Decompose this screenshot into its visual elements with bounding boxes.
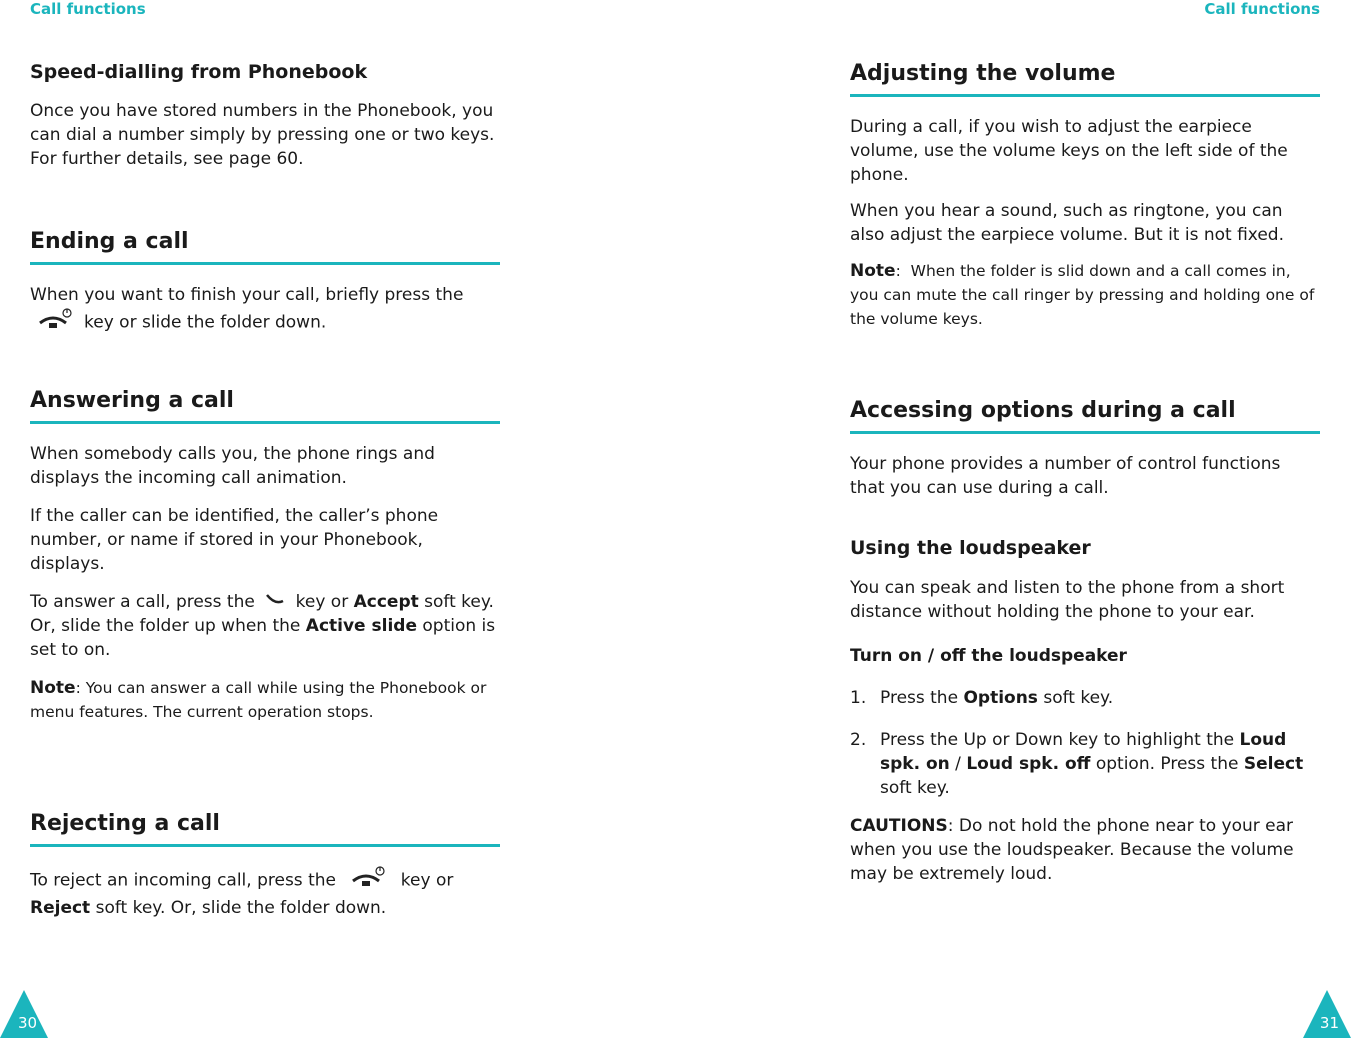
caution-label: CAUTIONS xyxy=(850,816,948,836)
volume-para2: When you hear a sound, such as ringtone, you can also adjust the earpiece volume. But it is not fixed. xyxy=(850,201,1284,245)
loud-spk-on-label: Loud spk. on xyxy=(880,730,1287,774)
loudspeaker-subheading: Turn on / off the loudspeaker xyxy=(850,646,1127,666)
answering-note: Note: You can answer a call while using the Phonebook or menu features. The current operation stops. xyxy=(30,678,487,721)
step-text xyxy=(880,728,1320,800)
step-text-a: Press the Up or Down key to highlight the xyxy=(880,730,1235,750)
reject-label: Reject xyxy=(30,898,91,918)
left-page xyxy=(0,0,675,1038)
step-text-b: option. Press the xyxy=(1095,754,1239,774)
page-number-badge xyxy=(1303,990,1351,1038)
speed-dial-body: Once you have stored numbers in the Phonebook, you can dial a number simply by pressing one or two keys. For further details, see page 60. xyxy=(30,101,495,169)
volume-section xyxy=(850,60,1320,331)
accept-label: Accept xyxy=(353,592,419,612)
end-call-key-icon xyxy=(349,865,387,896)
page-number: 30 xyxy=(18,1014,38,1032)
caution-text: : Do not hold the phone near to your ear when you use the loudspeaker. Because the volume may be extremely loud. xyxy=(850,816,1294,884)
note-text: When the folder is slid down and a call comes in, you can mute the call ringer by pressing and holding one of the volume keys. xyxy=(850,262,1315,328)
caution xyxy=(850,814,1320,886)
end-call-key-icon xyxy=(36,307,74,338)
answering-text: key or xyxy=(295,592,349,612)
step-text-b: soft key. xyxy=(1043,688,1114,708)
answering-text: option is set to on. xyxy=(30,616,496,660)
volume-heading: Adjusting the volume xyxy=(850,60,1320,97)
options-para: Your phone provides a number of control functions that you can use during a call. xyxy=(850,454,1281,498)
ending-heading: Ending a call xyxy=(30,228,500,265)
loudspeaker-para: You can speak and listen to the phone from a short distance without holding the phone to your ear. xyxy=(850,578,1285,622)
ending-section xyxy=(30,228,500,338)
rejecting-text: To reject an incoming call, press the xyxy=(30,870,336,891)
rejecting-heading: Rejecting a call xyxy=(30,810,500,847)
active-slide-label: Active slide xyxy=(305,616,417,636)
rejecting-text: soft key. Or, slide the folder down. xyxy=(95,898,387,918)
note-text: You can answer a call while using the Phonebook or menu features. The current operation stops. xyxy=(30,679,487,721)
loudspeaker-section xyxy=(850,536,1320,886)
right-page xyxy=(676,0,1351,1038)
answering-text: soft key. Or, slide the folder up when the xyxy=(30,592,494,636)
page-number: 31 xyxy=(1319,1014,1339,1032)
running-head: Call functions xyxy=(30,0,146,18)
page-number-badge xyxy=(0,990,48,1038)
loudspeaker-heading: Using the loudspeaker xyxy=(850,537,1091,559)
answering-para1: When somebody calls you, the phone rings and displays the incoming call animation. xyxy=(30,444,435,488)
options-label: Options xyxy=(963,688,1038,708)
speed-dial-heading: Speed-dialling from Phonebook xyxy=(30,61,368,83)
volume-note: Note: When the folder is slid down and a call comes in, you can mute the call ringer by pressing and holding one of the volume keys. xyxy=(850,261,1315,328)
step-number: 2. xyxy=(850,730,867,750)
step-text xyxy=(880,686,1113,710)
select-label: Select xyxy=(1243,754,1304,774)
step-number: 1. xyxy=(850,688,867,708)
volume-para1: During a call, if you wish to adjust the earpiece volume, use the volume keys on the left side of the phone. xyxy=(850,117,1288,185)
ending-text-1: When you want to finish your call, briefly press the xyxy=(30,285,464,305)
answering-para2: If the caller can be identified, the caller’s phone number, or name if stored in your Phonebook, displays. xyxy=(30,506,439,574)
options-heading: Accessing options during a call xyxy=(850,397,1320,434)
ending-text-2: key or slide the folder down. xyxy=(84,312,327,333)
slash: / xyxy=(955,754,961,774)
rejecting-text: key or xyxy=(400,870,454,891)
note-label: Note xyxy=(850,261,896,281)
rejecting-section xyxy=(30,810,500,920)
send-key-icon xyxy=(264,590,286,614)
step-text-c: soft key. xyxy=(880,778,950,798)
rejecting-body xyxy=(30,865,500,920)
ending-body xyxy=(30,283,500,338)
step-2 xyxy=(850,728,1320,800)
answering-text: To answer a call, press the xyxy=(30,592,255,612)
step-text-a: Press the xyxy=(880,688,959,708)
step-1 xyxy=(850,686,1320,710)
note-label: Note xyxy=(30,678,76,698)
options-section xyxy=(850,397,1320,500)
running-head: Call functions xyxy=(1204,0,1320,18)
loud-spk-off-label: Loud spk. off xyxy=(966,754,1091,774)
answering-heading: Answering a call xyxy=(30,387,500,424)
answering-para3 xyxy=(30,590,500,662)
answering-section xyxy=(30,387,500,724)
speed-dial-section xyxy=(30,60,500,171)
